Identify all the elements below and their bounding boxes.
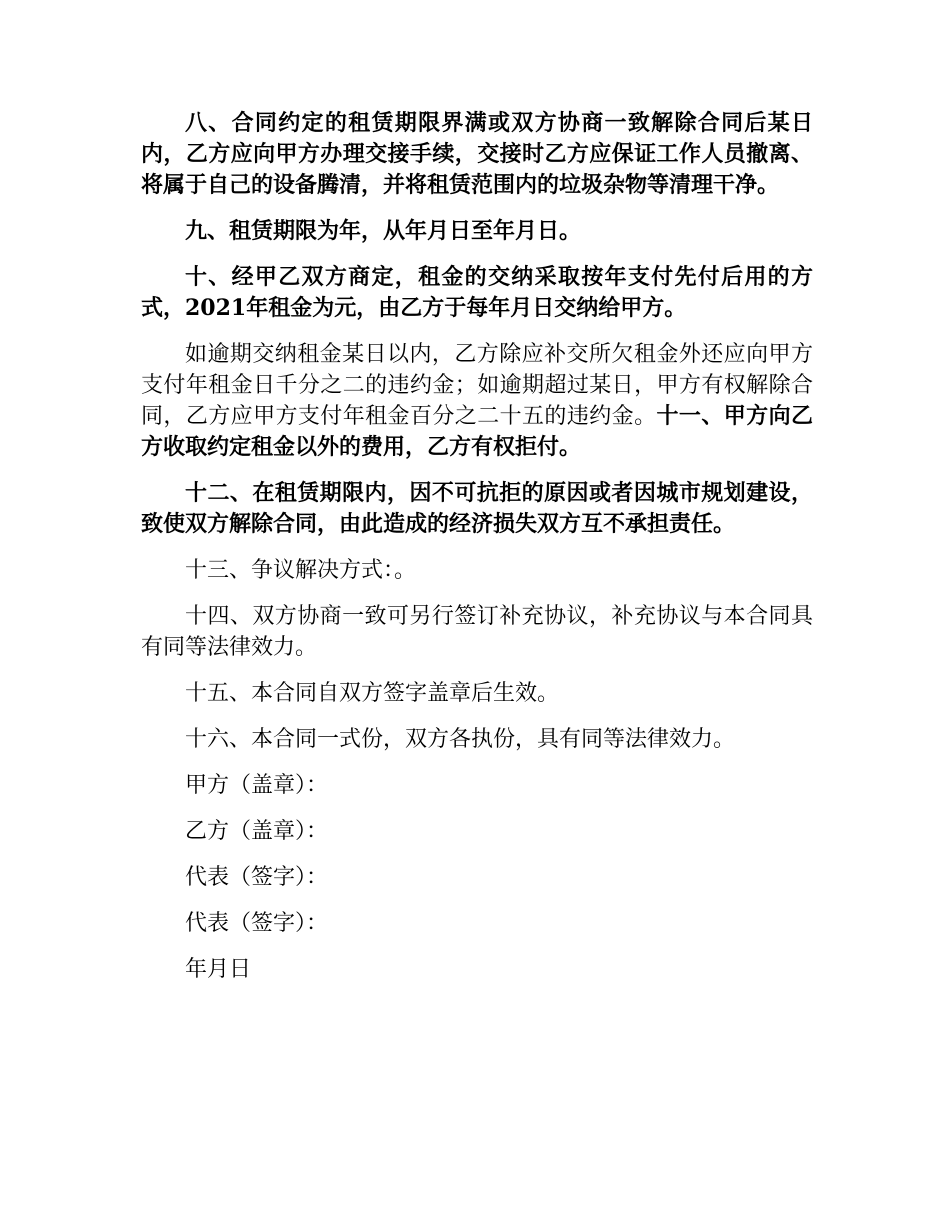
clause-14: 十四、双方协商一致可另行签订补充协议，补充协议与本合同具有同等法律效力。 <box>141 604 813 660</box>
party-a-seal: 甲方（盖章）： <box>185 773 329 798</box>
clause-12: 十二、在租赁期限内，因不可抗拒的原因或者因城市规划建设，致使双方解除合同，由此造成的经济损失双方互不承担责任。 <box>141 480 813 537</box>
clause-16: 十六、本合同一式份，双方各执份，具有同等法律效力。 <box>185 727 736 752</box>
clause-9: 九、租赁期限为年，从年月日至年月日。 <box>185 218 582 244</box>
clause-15: 十五、本合同自双方签字盖章后生效。 <box>185 681 560 706</box>
representative-signature-2: 代表（签字）： <box>185 911 329 936</box>
clause-10: 十、经甲乙双方商定，租金的交纳采取按年支付先付后用的方式，2021年租金为元，由乙方于每年月日交纳给甲方。 <box>141 264 813 321</box>
late-payment-text: 如逾期交纳租金某日以内，乙方除应补交所欠租金外还应向甲方支付年租金日千分之二的违约金；如逾期超过某日，甲方有权解除合同，乙方应甲方支付年租金百分之二十五的违约金。 <box>141 342 813 429</box>
representative-signature-1: 代表（签字）： <box>185 865 329 890</box>
party-b-seal: 乙方（盖章）： <box>185 819 329 844</box>
clause-8: 八、合同约定的租赁期限界满或双方协商一致解除合同后某日内，乙方应向甲方办理交接手续，交接时乙方应保证工作人员撤离、将属于自己的设备腾清，并将租赁范围内的垃圾杂物等清理干净。 <box>141 110 813 198</box>
document-body <box>141 108 813 1000</box>
signing-date: 年月日 <box>185 957 252 982</box>
late-payment-paragraph <box>141 339 813 463</box>
clause-13: 十三、争议解决方式：。 <box>185 558 417 583</box>
clause-11: 十一、甲方向乙方收取约定租金以外的费用，乙方有权拒付。 <box>141 403 813 460</box>
